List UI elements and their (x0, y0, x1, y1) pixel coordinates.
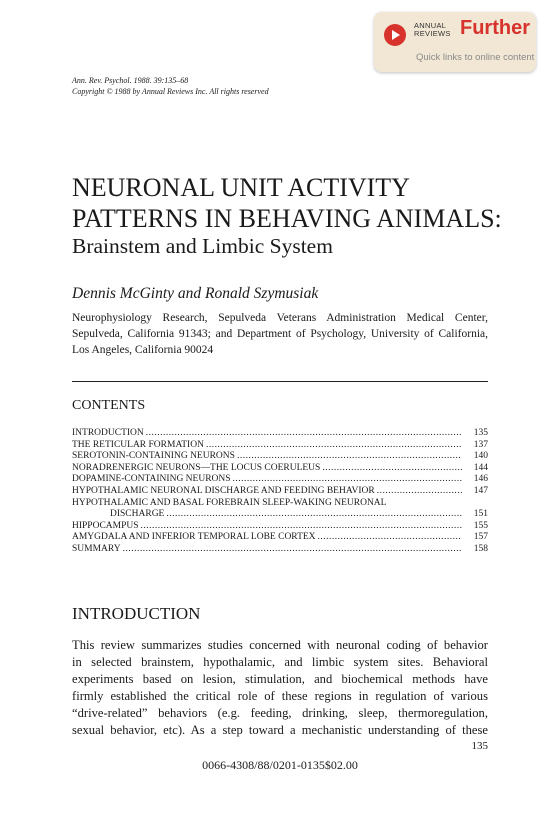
article-title (72, 172, 512, 234)
annual-reviews-wordmark: ANNUAL REVIEWS (414, 21, 451, 38)
authors: Dennis McGinty and Ronald Szymusiak (72, 285, 319, 302)
annual-reviews-further-badge[interactable] (374, 12, 536, 72)
price-code: 0066-4308/88/0201-0135$02.00 (202, 758, 358, 772)
contents-heading: CONTENTS (72, 398, 146, 413)
toc-item-hypothalamic-feeding[interactable]: HYPOTHALAMIC NEURONAL DISCHARGE AND FEEDING BEHAVIOR ..... 147 (72, 486, 488, 498)
article-subtitle: Brainstem and Limbic System (72, 234, 333, 258)
title-line-1: NEURONAL UNIT ACTIVITY (72, 173, 410, 202)
toc-item-summary[interactable]: SUMMARY ..... 158 (72, 544, 488, 556)
page-number: 135 (471, 740, 488, 752)
citation-line: Ann. Rev. Psychol. 1988. 39:135–68 (72, 76, 189, 85)
toc-item-sleep-waking[interactable]: HYPOTHALAMIC AND BASAL FOREBRAIN SLEEP-WAKING NEURONAL (72, 497, 387, 508)
toc-item-noradrenergic[interactable]: NORADRENERGIC NEURONS—THE LOCUS COERULEUS ..... 144 (72, 463, 488, 475)
paragraph-line: firmly established the critical role of these regions in regulation of various (72, 689, 488, 703)
quick-links-label: Quick links to online content (416, 52, 535, 63)
toc-item-dopamine[interactable]: DOPAMINE-CONTAINING NEURONS ..... 146 (72, 474, 488, 486)
toc-item-sleep-waking-cont[interactable]: DISCHARGE ..... 151 (72, 509, 488, 521)
annual-reviews-logo-icon (384, 24, 406, 46)
paragraph-line: in selected brainstem, hypothalamic, and limbic system sites. Behavioral (72, 655, 488, 669)
title-line-2: PATTERNS IN BEHAVING ANIMALS: (72, 204, 502, 233)
paragraph-line: “drive-related” behaviors (e.g. feeding, drinking, sleep, thermoregulation, (72, 706, 488, 720)
paragraph-line: This review summarizes studies concerned with neuronal coding of behavior (72, 638, 488, 652)
introduction-heading: INTRODUCTION (72, 604, 201, 623)
toc-item-introduction[interactable]: INTRODUCTION ..... 135 (72, 428, 488, 440)
paragraph-line: sexual behavior, etc). As a step toward a mechanistic understanding of these (72, 723, 488, 737)
introduction-paragraph (72, 637, 488, 739)
further-label: Further (460, 17, 530, 39)
paragraph-line: experiments based on lesion, stimulation, and biochemical methods have (72, 672, 488, 686)
affiliation: Neurophysiology Research, Sepulveda Veterans Administration Medical Center, Sepulveda, California 91343; and Department of Psychology, University of California, Los Angeles, California 90024 (72, 312, 488, 356)
journal-citation (72, 75, 269, 97)
toc-item-amygdala[interactable]: AMYGDALA AND INFERIOR TEMPORAL LOBE CORTEX ..... 157 (72, 532, 488, 544)
toc-item-reticular-formation[interactable]: THE RETICULAR FORMATION ..... 137 (72, 440, 488, 452)
copyright-line: Copyright © 1988 by Annual Reviews Inc. All rights reserved (72, 87, 269, 96)
divider (72, 381, 488, 382)
table-of-contents (72, 428, 488, 556)
toc-item-hippocampus[interactable]: HIPPOCAMPUS ..... 155 (72, 521, 488, 533)
toc-item-serotonin[interactable]: SEROTONIN-CONTAINING NEURONS ..... 140 (72, 451, 488, 463)
